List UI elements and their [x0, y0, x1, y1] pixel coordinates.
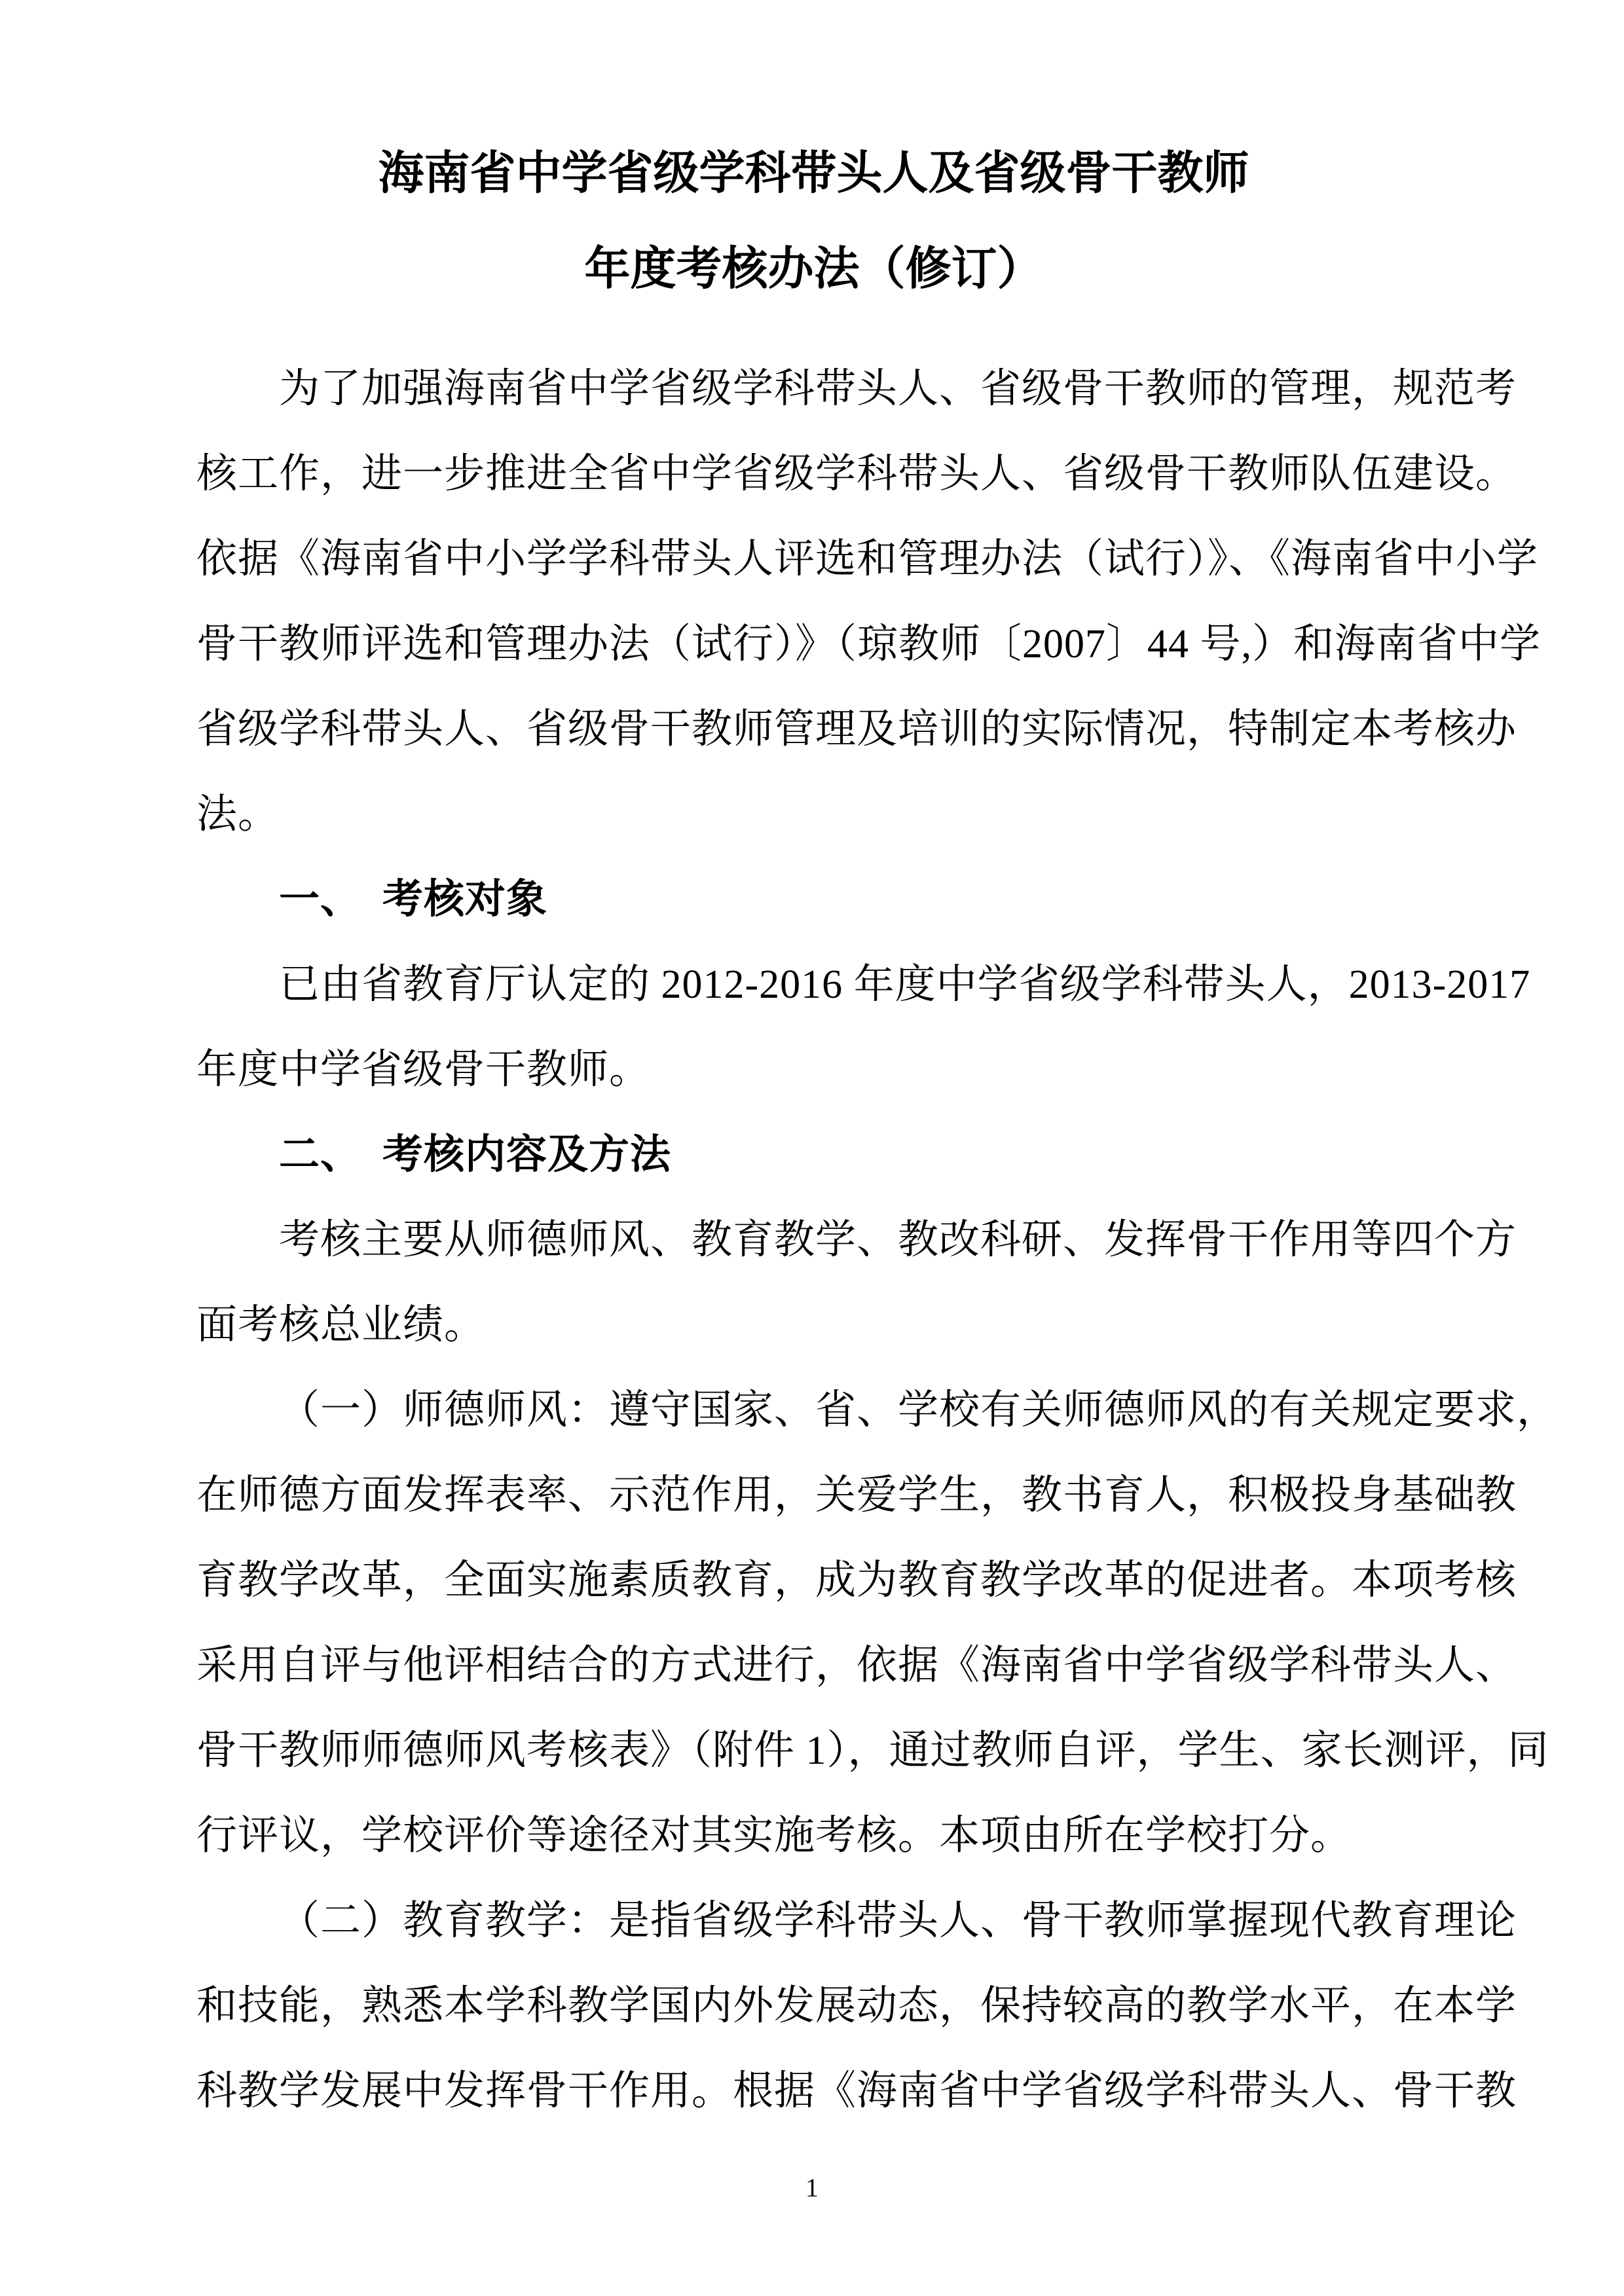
document-content [196, 0, 1559, 2134]
body-line: 在师德方面发挥表率、示范作用，关爱学生，教书育人，积极投身基础教 [196, 1473, 1517, 1518]
body-line: 依据《海南省中小学学科带头人评选和管理办法（试行）》、《海南省中小学 [196, 537, 1539, 581]
body-line: 法。 [196, 792, 280, 837]
body-line: （二）教育教学：是指省级学科带头人、骨干教师掌握现代教育理论 [279, 1899, 1517, 1943]
section-heading-2: 二、 考核内容及方法 [279, 1132, 672, 1177]
section-heading-1: 一、 考核对象 [279, 877, 548, 922]
body-line: 骨干教师师德师风考核表》（附件 1），通过教师自评，学生、家长测评，同 [196, 1728, 1549, 1773]
title-line-2: 年度考核办法（修订） [584, 244, 1043, 295]
body-line: 已由省教育厅认定的 2012-2016 年度中学省级学科带头人，2013-2017 [279, 962, 1531, 1007]
body-line: 行评议，学校评价等途径对其实施考核。本项由所在学校打分。 [196, 1813, 1352, 1858]
body-line: 骨干教师评选和管理办法（试行）》（琼教师〔2007〕44 号,）和海南省中学 [196, 622, 1541, 666]
body-line: 科教学发展中发挥骨干作用。根据《海南省中学省级学科带头人、骨干教 [196, 2069, 1517, 2113]
body-line: 和技能，熟悉本学科教学国内外发展动态，保持较高的教学水平，在本学 [196, 1984, 1517, 2028]
body-line: 为了加强海南省中学省级学科带头人、省级骨干教师的管理，规范考 [279, 367, 1517, 411]
body-line: 核工作，进一步推进全省中学省级学科带头人、省级骨干教师队伍建设。 [196, 452, 1517, 496]
title-line-1: 海南省中学省级学科带头人及省级骨干教师 [378, 149, 1249, 199]
body-line: 采用自评与他评相结合的方式进行，依据《海南省中学省级学科带头人、 [196, 1643, 1517, 1688]
body-line: 省级学科带头人、省级骨干教师管理及培训的实际情况，特制定本考核办 [196, 707, 1517, 752]
body-line: （一）师德师风：遵守国家、省、学校有关师德师风的有关规定要求， [279, 1388, 1559, 1432]
document-body [196, 346, 1559, 2134]
body-line: 年度中学省级骨干教师。 [196, 1048, 651, 1092]
body-line: 育教学改革，全面实施素质教育，成为教育教学改革的促进者。本项考核 [196, 1558, 1517, 1603]
body-line: 考核主要从师德师风、教育教学、教改科研、发挥骨干作用等四个方 [279, 1218, 1517, 1262]
document-title [196, 126, 1431, 318]
body-line: 面考核总业绩。 [196, 1303, 486, 1347]
page-number: 1 [805, 2173, 819, 2202]
